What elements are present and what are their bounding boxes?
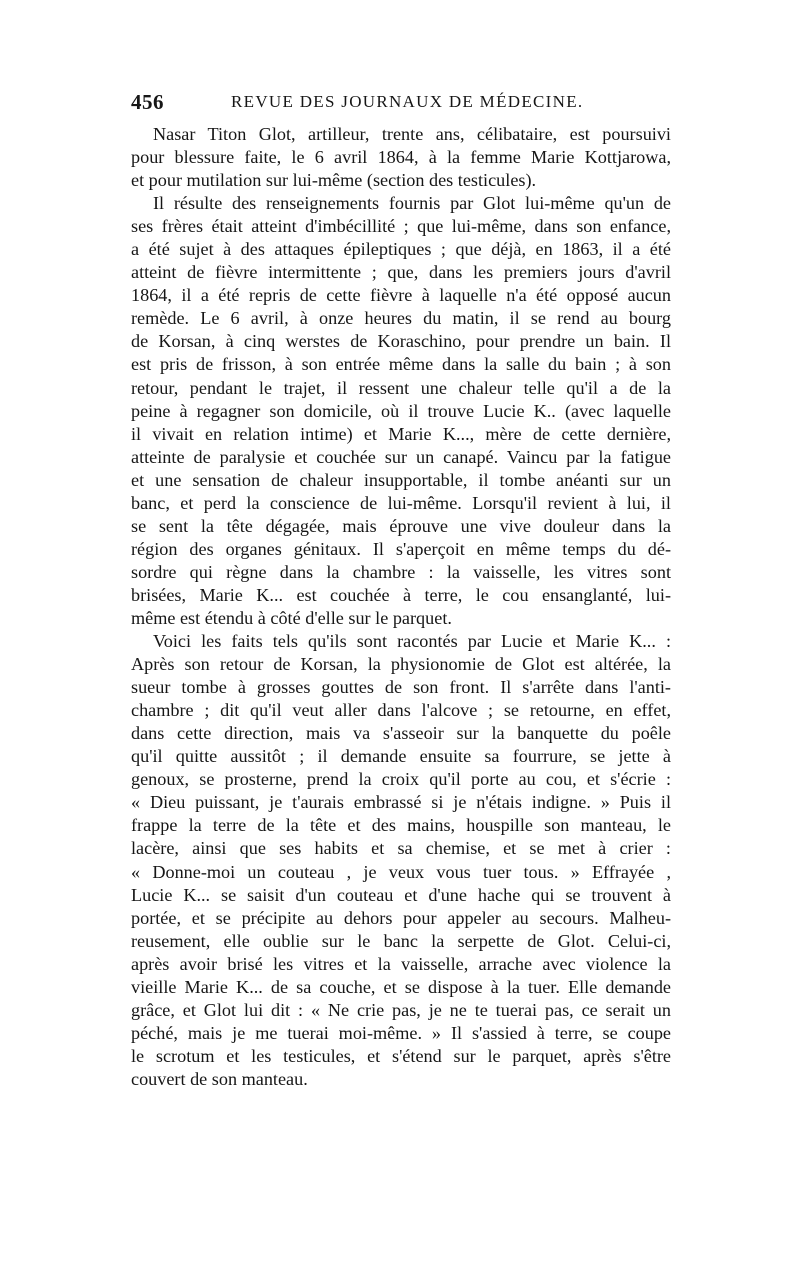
text-line: et une sensation de chaleur insupportable, il tombe anéanti sur un	[131, 469, 671, 490]
text-line: péché, mais je me tuerai moi-même. » Il s'assied à terre, se coupe	[131, 1022, 671, 1043]
text-line: il vivait en relation intime) et Marie K..., mère de cette dernière,	[131, 423, 671, 444]
text-line: Voici les faits tels qu'ils sont racontés par Lucie et Marie K... :	[153, 631, 671, 652]
text-line: le scrotum et les testicules, et s'étend sur le parquet, après s'être	[131, 1045, 671, 1066]
text-line: pour blessure faite, le 6 avril 1864, à la femme Marie Kottjarowa,	[131, 147, 671, 168]
text-line: lacère, ainsi que ses habits et sa chemise, et se met à crier :	[131, 838, 671, 859]
text-line: même est étendu à côté d'elle sur le parquet.	[131, 607, 452, 628]
body-text	[131, 123, 671, 1091]
text-line: portée, et se précipite au dehors pour appeler au secours. Malheu-	[131, 907, 671, 928]
text-line: genoux, se prosterne, prend la croix qu'il porte au cou, et s'écrie :	[131, 769, 671, 790]
text-line: qu'il quitte aussitôt ; il demande ensuite sa fourrure, se jette à	[131, 746, 671, 767]
text-line: région des organes génitaux. Il s'aperçoit en même temps du dé-	[131, 538, 671, 559]
text-line: atteinte de paralysie et couchée sur un canapé. Vaincu par la fatigue	[131, 446, 671, 467]
text-line: brisées, Marie K... est couchée à terre, le cou ensanglanté, lui-	[131, 584, 671, 605]
paragraph	[131, 630, 671, 1091]
text-line: sordre qui règne dans la chambre : la vaisselle, les vitres sont	[131, 561, 671, 582]
text-line: « Dieu puissant, je t'aurais embrassé si je n'étais indigne. » Puis il	[131, 792, 671, 813]
text-line: Après son retour de Korsan, la physionomie de Glot est altérée, la	[131, 654, 671, 675]
text-line: reusement, elle oublie sur le banc la serpette de Glot. Celui-ci,	[131, 930, 671, 951]
text-line: retour, pendant le trajet, il ressent une chaleur telle qu'il a de la	[131, 377, 671, 398]
text-line: a été sujet à des attaques épileptiques ; que déjà, en 1863, il a été	[131, 239, 671, 260]
text-line: frappe la terre de la tête et des mains, houspille son manteau, le	[131, 815, 671, 836]
text-line: couvert de son manteau.	[131, 1068, 308, 1089]
page-header	[131, 90, 671, 120]
text-line: 1864, il a été repris de cette fièvre à laquelle n'a été opposé aucun	[131, 285, 671, 306]
text-line: de Korsan, à cinq werstes de Koraschino, pour prendre un bain. Il	[131, 331, 671, 352]
text-line: et pour mutilation sur lui-même (section des testicules).	[131, 170, 537, 191]
text-line: Il résulte des renseignements fournis par Glot lui-même qu'un de	[153, 193, 671, 214]
text-line: après avoir brisé les vitres et la vaisselle, arrache avec violence la	[131, 953, 671, 974]
text-line: vieille Marie K... de sa couche, et se dispose à la tuer. Elle demande	[131, 976, 671, 997]
text-line: est pris de frisson, à son entrée même dans la salle du bain ; à son	[131, 354, 671, 375]
text-line: atteint de fièvre intermittente ; que, dans les premiers jours d'avril	[131, 262, 671, 283]
text-line: chambre ; dit qu'il veut aller dans l'alcove ; se retourne, en effet,	[131, 700, 671, 721]
paragraph	[131, 123, 671, 192]
text-line: banc, et perd la conscience de lui-même. Lorsqu'il revient à lui, il	[131, 492, 671, 513]
text-line: remède. Le 6 avril, à onze heures du matin, il se rend au bourg	[131, 308, 671, 329]
text-line: Nasar Titon Glot, artilleur, trente ans, célibataire, est poursuivi	[153, 124, 671, 144]
paragraph	[131, 192, 671, 630]
text-line: « Donne-moi un couteau , je veux vous tuer tous. » Effrayée ,	[131, 861, 671, 882]
running-head: REVUE DES JOURNAUX DE MÉDECINE.	[231, 92, 584, 111]
text-line: sueur tombe à grosses gouttes de son front. Il s'arrête dans l'anti-	[131, 677, 671, 698]
text-line: dans cette direction, mais va s'asseoir sur la banquette du poêle	[131, 723, 671, 744]
text-line: se sent la tête dégagée, mais éprouve une vive douleur dans la	[131, 515, 671, 536]
text-line: grâce, et Glot lui dit : « Ne crie pas, je ne te tuerai pas, ce serait un	[131, 999, 671, 1020]
text-line: ses frères était atteint d'imbécillité ; que lui-même, dans son enfance,	[131, 216, 671, 237]
text-line: Lucie K... se saisit d'un couteau et d'une hache qui se trouvent à	[131, 884, 671, 905]
text-line: peine à regagner son domicile, où il trouve Lucie K.. (avec laquelle	[131, 400, 671, 421]
page-number: 456	[131, 90, 164, 114]
